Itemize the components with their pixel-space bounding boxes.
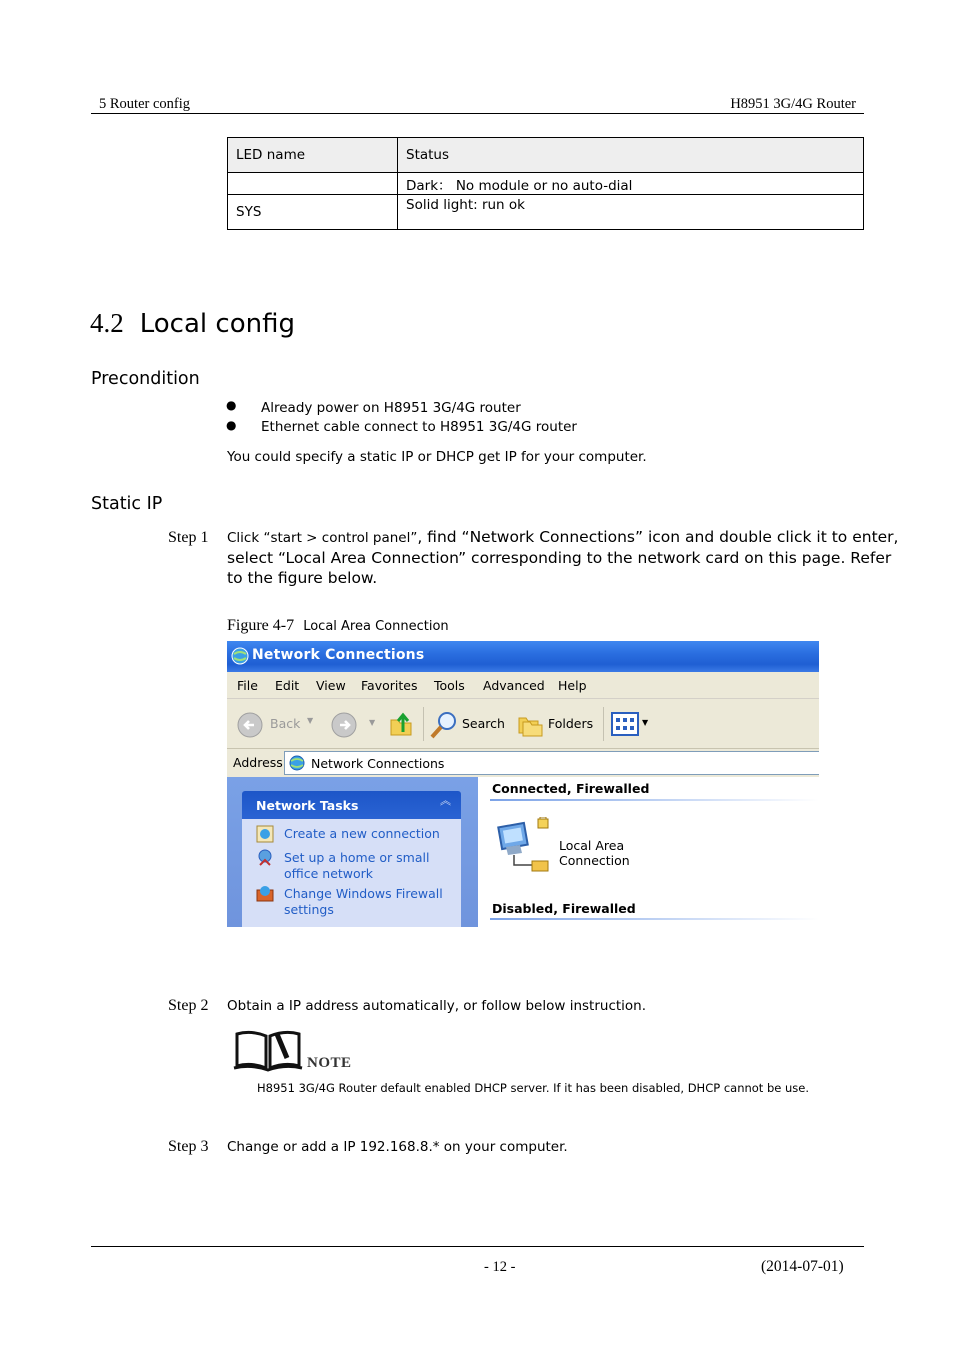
- footer-rule: [91, 1246, 864, 1247]
- address-label: Address: [233, 755, 283, 770]
- led-status-table: [227, 137, 864, 230]
- menu-help[interactable]: Help: [558, 678, 587, 693]
- bullet-icon: ●: [226, 418, 237, 432]
- page-number: - 12 -: [484, 1259, 516, 1275]
- connections-pane: [478, 777, 819, 927]
- table-cell-status: Solid light: run ok: [398, 195, 864, 230]
- network-tasks-header[interactable]: [242, 791, 461, 819]
- menu-file[interactable]: File: [237, 678, 258, 693]
- forward-arrow-icon[interactable]: [331, 712, 357, 738]
- table-row: [228, 195, 864, 230]
- chevron-down-icon: ▼: [307, 716, 314, 725]
- chevron-down-icon: ▼: [369, 718, 376, 727]
- step-1-part-a: Click “start > control panel”: [227, 530, 418, 546]
- new-connection-icon: [256, 825, 274, 843]
- group-divider: [490, 799, 819, 801]
- address-field[interactable]: [284, 751, 819, 775]
- connection-name: Local Area Connection: [559, 838, 630, 868]
- folders-button[interactable]: [516, 709, 596, 739]
- group-connected-firewalled: Connected, Firewalled: [492, 781, 650, 796]
- step-1-line-2: select “Local Area Connection” corresponding to the network card on this page. Refer: [227, 549, 892, 567]
- step-3-text: Change or add a IP 192.168.8.* on your computer.: [227, 1139, 568, 1155]
- running-header-product: H8951 3G/4G Router: [730, 96, 856, 112]
- views-grid-icon: [611, 712, 639, 736]
- menu-bar: [227, 672, 819, 699]
- menu-favorites[interactable]: Favorites: [361, 678, 418, 693]
- back-label: Back: [270, 716, 301, 731]
- table-header-led-name: LED name: [228, 138, 398, 173]
- group-divider: [490, 918, 819, 920]
- section-title: Local config: [139, 309, 295, 339]
- chevron-down-icon: ▼: [642, 718, 649, 727]
- table-cell-led-name: SYS: [228, 195, 398, 230]
- menu-edit[interactable]: Edit: [275, 678, 300, 693]
- precondition-heading: Precondition: [91, 369, 200, 389]
- bullet-icon: ●: [226, 398, 237, 412]
- toolbar: [227, 699, 819, 749]
- back-arrow-icon: [237, 712, 263, 738]
- search-label: Search: [462, 716, 505, 731]
- figure-caption: [227, 615, 449, 635]
- tasks-pane: [227, 777, 478, 927]
- document-date: (2014-07-01): [761, 1258, 844, 1275]
- precondition-note: You could specify a static IP or DHCP get IP for your computer.: [227, 449, 647, 465]
- group-disabled-firewalled: Disabled, Firewalled: [492, 901, 636, 916]
- step-1-line-3: to the figure below.: [227, 569, 378, 587]
- step-2-text: Obtain a IP address automatically, or follow below instruction.: [227, 998, 647, 1014]
- search-icon: [429, 710, 459, 740]
- task-home-network-line2[interactable]: office network: [284, 866, 374, 881]
- step-1-label: Step 1: [168, 529, 209, 546]
- table-cell-status: Dark： No module or no auto-dial: [398, 173, 864, 195]
- note-book-icon: [233, 1028, 303, 1072]
- window-title-bar: [227, 641, 819, 672]
- collapse-chevron-icon: ︽: [440, 794, 451, 807]
- task-firewall-line2[interactable]: settings: [284, 902, 334, 917]
- task-create-connection[interactable]: Create a new connection: [284, 826, 440, 841]
- firewall-icon: [256, 885, 274, 903]
- figure-title: Local Area Connection: [303, 619, 449, 634]
- step-3-label: Step 3: [168, 1138, 209, 1155]
- figure-label: Figure 4-7: [227, 617, 295, 634]
- note-title: NOTE: [307, 1055, 352, 1071]
- home-network-icon: [256, 849, 274, 867]
- bullet-text: Ethernet cable connect to H8951 3G/4G router: [261, 419, 577, 435]
- back-button[interactable]: [237, 710, 314, 738]
- folders-icon: [516, 711, 544, 737]
- address-value: Network Connections: [311, 756, 445, 771]
- task-home-network-line1[interactable]: Set up a home or small: [284, 850, 430, 865]
- table-cell-empty: [228, 173, 398, 195]
- table-header-status: Status: [398, 138, 864, 173]
- network-tasks-title: Network Tasks: [256, 798, 359, 813]
- network-connections-window: [227, 641, 819, 927]
- network-globe-icon: [288, 754, 306, 772]
- static-ip-heading: Static IP: [91, 494, 163, 514]
- network-globe-icon: [230, 646, 250, 666]
- window-title: Network Connections: [252, 647, 425, 663]
- step-1-line-1: [227, 528, 898, 546]
- step-2-label: Step 2: [168, 997, 209, 1014]
- menu-tools[interactable]: Tools: [434, 678, 465, 693]
- address-bar: [227, 749, 819, 777]
- note-text: H8951 3G/4G Router default enabled DHCP server. If it has been disabled, DHCP cannot be use.: [257, 1081, 810, 1095]
- menu-view[interactable]: View: [316, 678, 346, 693]
- network-tasks-body: [242, 819, 461, 927]
- task-firewall-line1[interactable]: Change Windows Firewall: [284, 886, 443, 901]
- folders-label: Folders: [548, 716, 594, 731]
- bullet-text: Already power on H8951 3G/4G router: [261, 400, 521, 416]
- folder-up-icon[interactable]: [388, 710, 414, 738]
- search-button[interactable]: [429, 709, 509, 739]
- section-number: 4.2: [90, 308, 124, 338]
- header-rule: [91, 113, 864, 114]
- menu-advanced[interactable]: Advanced: [483, 678, 545, 693]
- table-header-row: [228, 138, 864, 173]
- toolbar-separator: [423, 707, 424, 741]
- local-area-connection-item[interactable]: [494, 817, 694, 871]
- network-connection-icon: [494, 817, 554, 875]
- views-button[interactable]: [611, 712, 653, 738]
- section-heading: [90, 308, 295, 339]
- step-1-part-b: , find “Network Connections” icon and double click it to enter,: [417, 528, 899, 546]
- running-header-chapter: 5 Router config: [99, 96, 191, 112]
- toolbar-separator: [603, 707, 604, 741]
- table-row: [228, 173, 864, 195]
